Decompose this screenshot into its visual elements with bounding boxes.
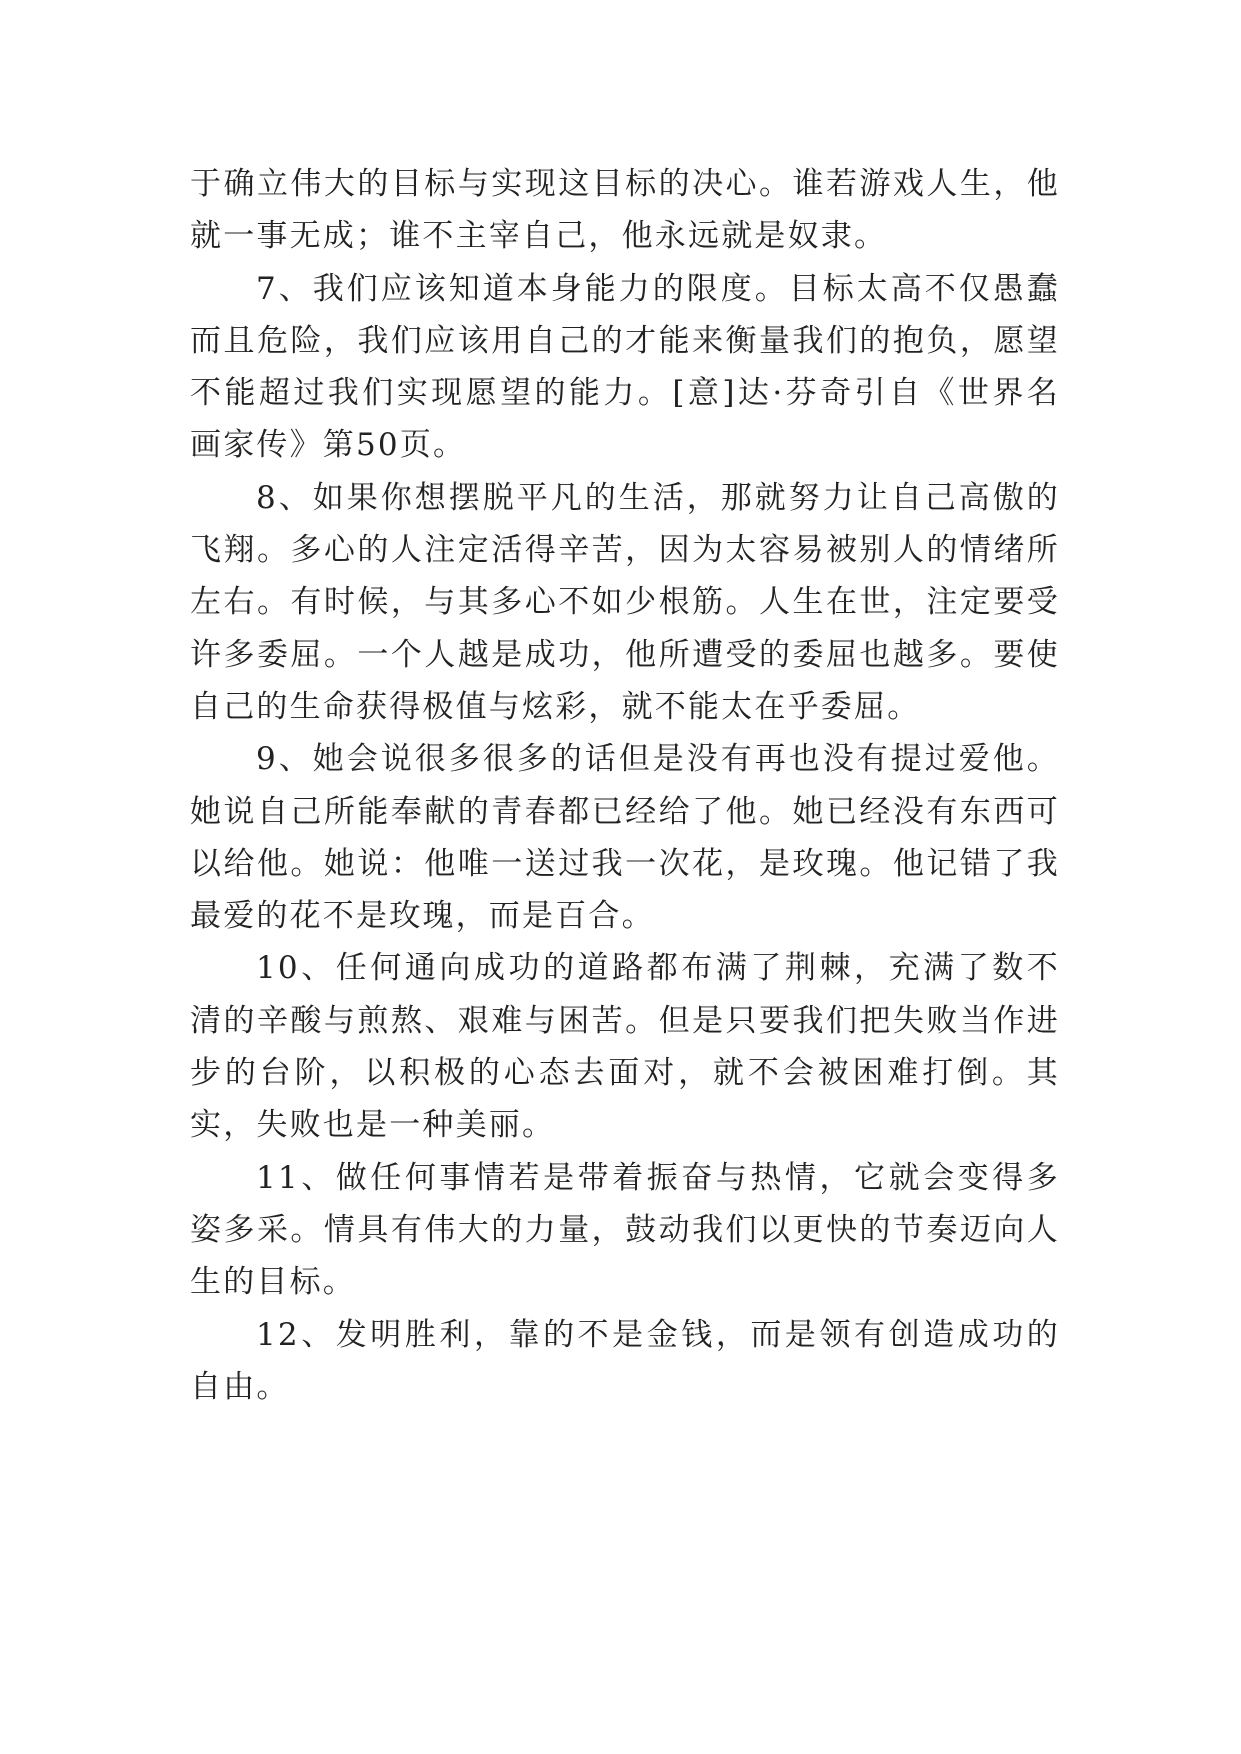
paragraph-item-12: 12、发明胜利，靠的不是金钱，而是领有创造成功的自由。: [190, 1316, 1060, 1405]
paragraph-item-11: 11、做任何事情若是带着振奋与热情，它就会变得多姿多采。情具有伟大的力量，鼓动我们以更快的节奏迈向人生的目标。: [190, 1159, 1060, 1301]
paragraph-continuation: 于确立伟大的目标与实现这目标的决心。谁若游戏人生，他就一事无成；谁不主宰自己，他永远就是奴隶。: [190, 166, 1060, 255]
paragraph-item-10: 10、任何通向成功的道路都布满了荆棘，充满了数不清的辛酸与煎熬、艰难与困苦。但是只要我们把失败当作进步的台阶，以积极的心态去面对，就不会被困难打倒。其实，失败也是一种美丽。: [190, 950, 1060, 1144]
document-body: [190, 158, 1060, 1413]
paragraph-item-9: 9、她会说很多很多的话但是没有再也没有提过爱他。她说自己所能奉献的青春都已经给了他。她已经没有东西可以给他。她说：他唯一送过我一次花，是玫瑰。他记错了我最爱的花不是玫瑰，而是百合。: [190, 741, 1060, 935]
paragraph-item-8: 8、如果你想摆脱平凡的生活，那就努力让自己高傲的飞翔。多心的人注定活得辛苦，因为太容易被别人的情绪所左右。有时候，与其多心不如少根筋。人生在世，注定要受许多委屈。一个人越是成功，他所遭受的委屈也越多。要使自己的生命获得极值与炫彩，就不能太在乎委屈。: [190, 479, 1060, 725]
paragraph-item-7: 7、我们应该知道本身能力的限度。目标太高不仅愚蠢而且危险，我们应该用自己的才能来衡量我们的抱负，愿望不能超过我们实现愿望的能力。[意]达·芬奇引自《世界名画家传》第50页。: [190, 270, 1060, 464]
